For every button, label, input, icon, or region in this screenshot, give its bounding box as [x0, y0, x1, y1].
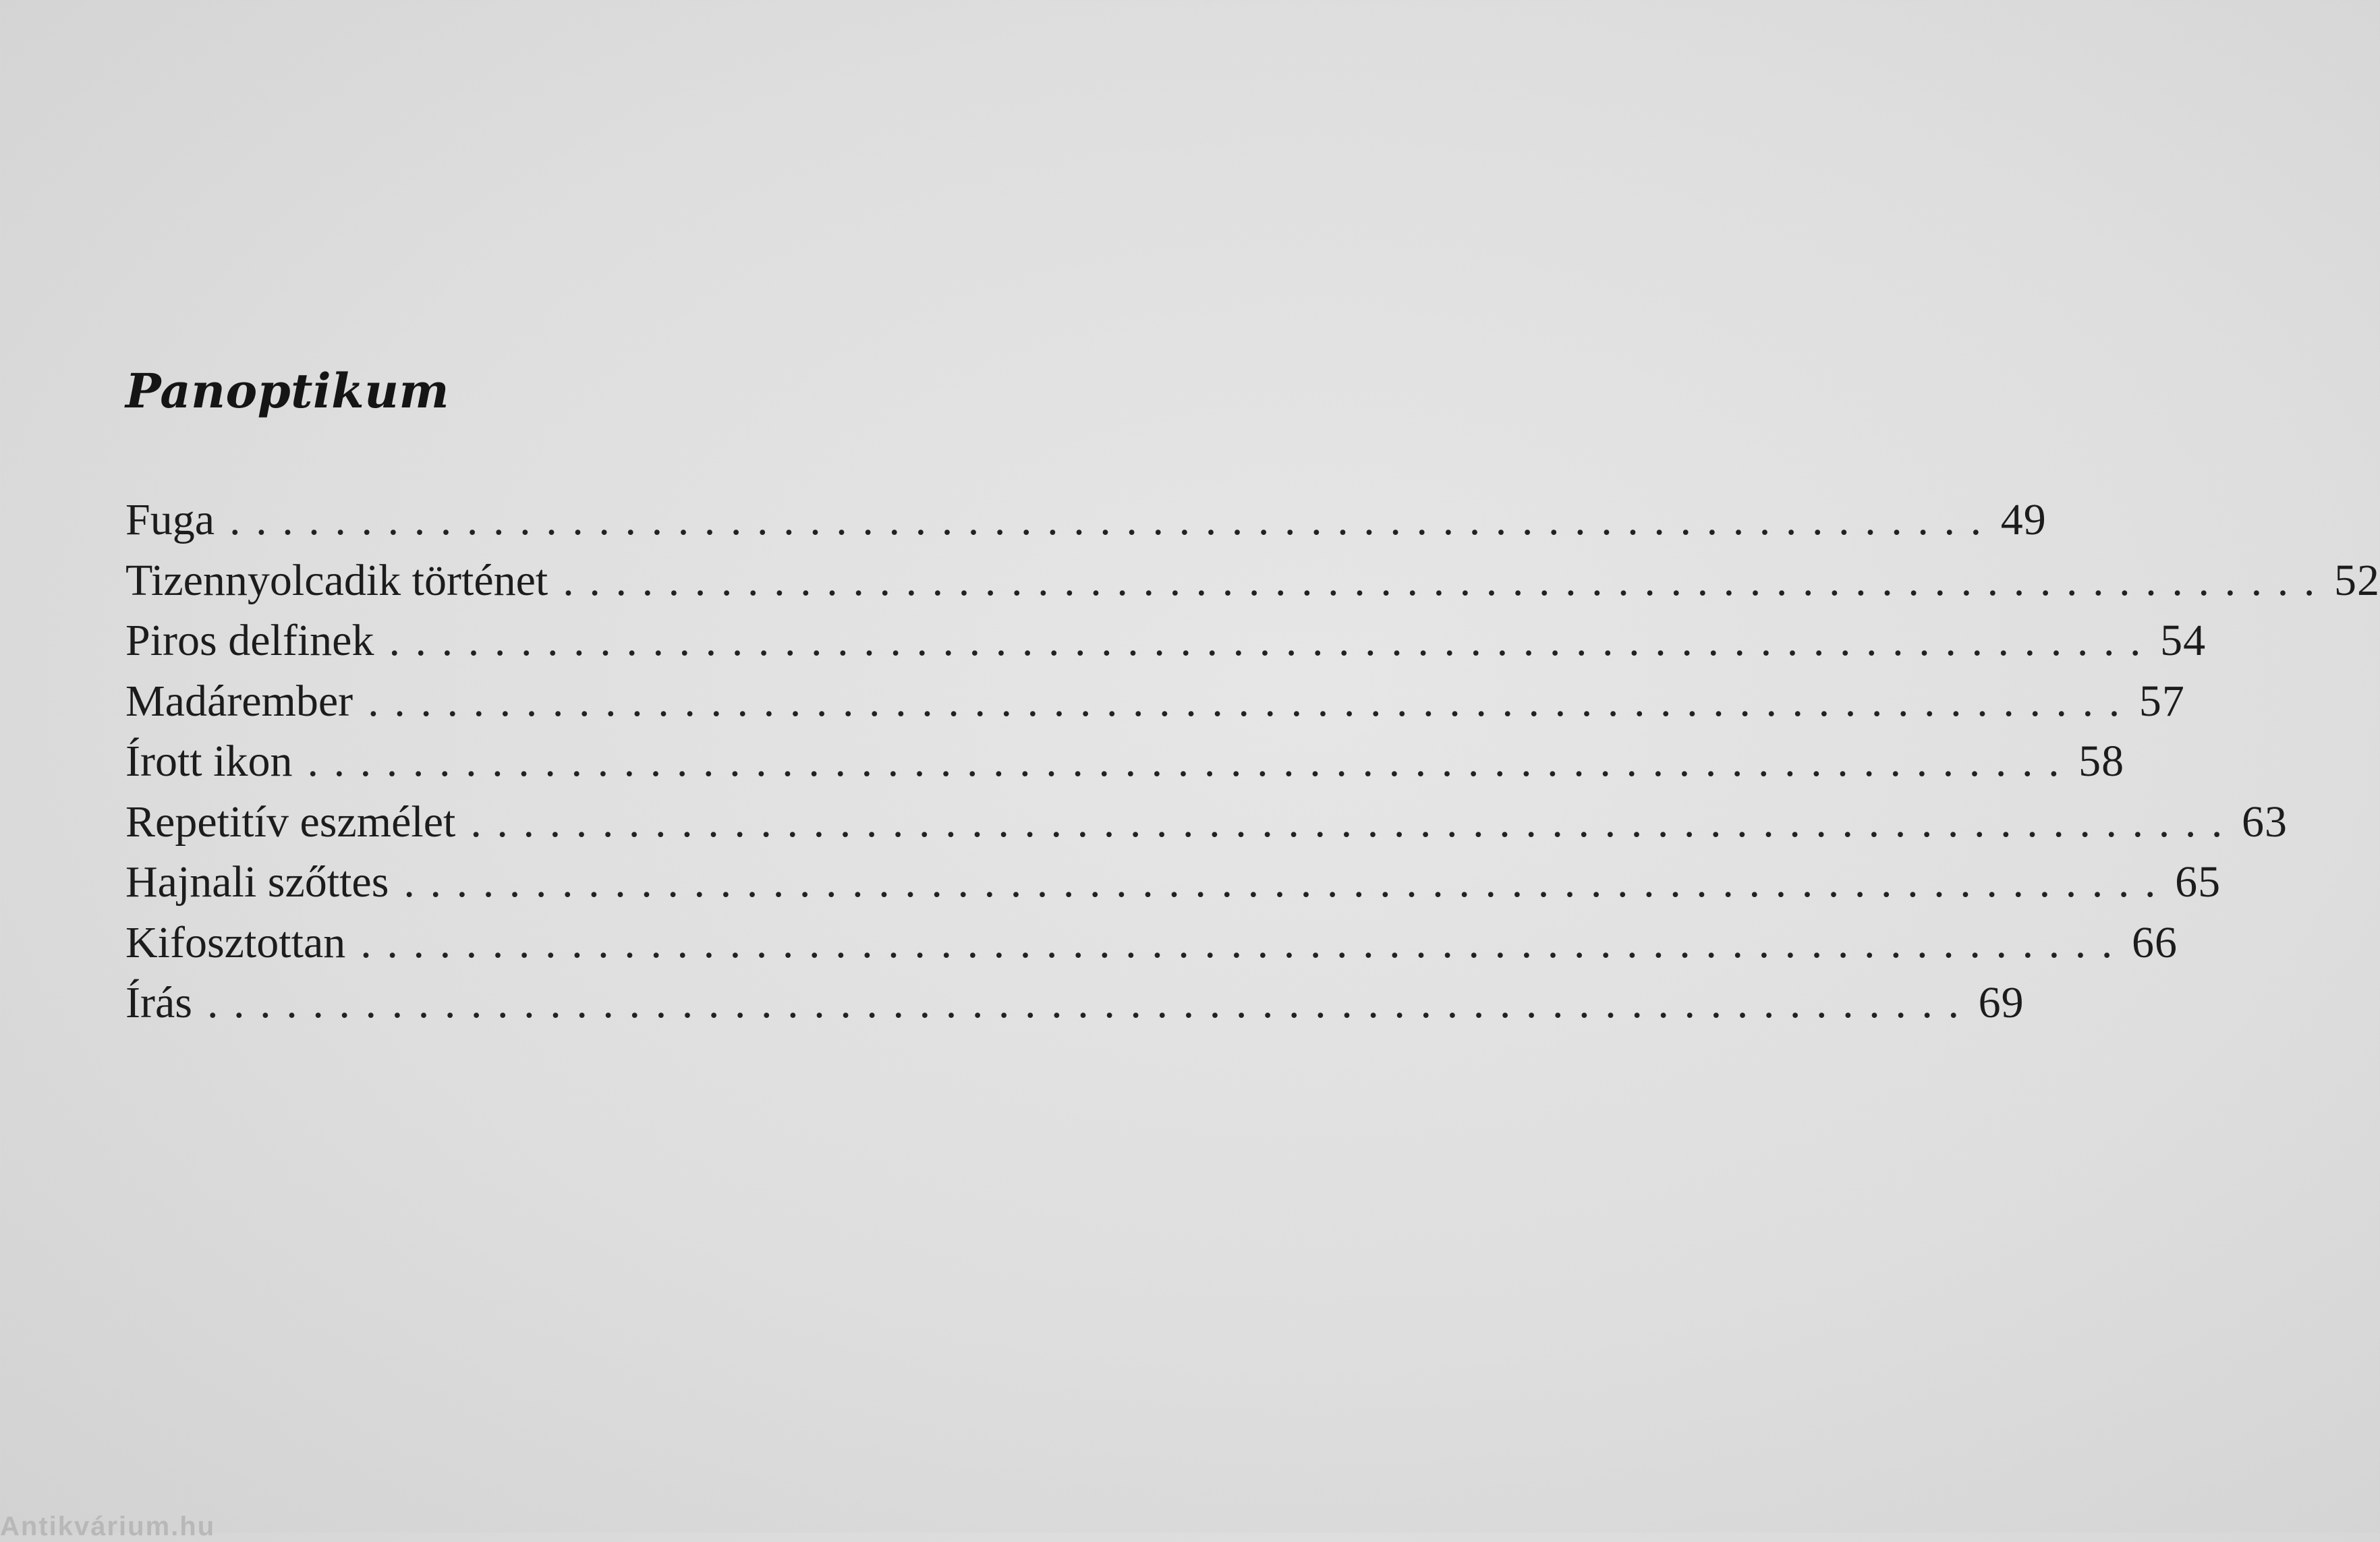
- toc-entry-page: 65: [2175, 857, 2221, 907]
- toc-entry-page: 52: [2333, 555, 2380, 605]
- dot-leader: ...................................................................: [403, 857, 2172, 907]
- toc-entry-page: 63: [2242, 797, 2288, 847]
- toc-entry-title: Kifosztottan: [125, 917, 346, 967]
- toc-entry-page: 58: [2078, 737, 2125, 786]
- dot-leader: ...................................................................: [307, 737, 2075, 786]
- toc-entry-title: Fuga: [125, 495, 215, 544]
- toc-entry: [125, 917, 2178, 981]
- section-title: Panoptikum: [125, 363, 450, 419]
- toc-entry-page: 69: [1978, 978, 2024, 1027]
- dot-leader: ...................................................................: [389, 616, 2157, 665]
- toc-entry: [125, 616, 2207, 679]
- toc-entry: [125, 797, 2288, 861]
- toc-entry-title: Írás: [125, 978, 192, 1027]
- toc-entry: [125, 978, 2024, 1041]
- toc-entry-title: Repetitív eszmélet: [125, 797, 456, 847]
- toc-entry-title: Madárember: [125, 676, 353, 726]
- toc-entry: [125, 676, 2185, 740]
- toc-entry-page: 57: [2138, 676, 2185, 726]
- toc-entry: [125, 495, 2047, 559]
- toc-entry-page: 66: [2131, 917, 2178, 967]
- dot-leader: ...................................................................: [563, 555, 2330, 605]
- toc-entry-title: Írott ikon: [125, 737, 293, 786]
- toc-entry-title: Piros delfinek: [125, 616, 374, 665]
- toc-entry: [125, 555, 2380, 619]
- dot-leader: ...................................................................: [360, 917, 2128, 967]
- toc-entry: [125, 857, 2221, 921]
- watermark: Antikvárium.hu: [0, 1512, 216, 1541]
- toc-entry-page: 54: [2160, 616, 2207, 665]
- dot-leader: ...................................................................: [368, 676, 2135, 726]
- dot-leader: ...................................................................: [470, 797, 2238, 847]
- toc-entry: [125, 737, 2125, 800]
- toc-entry-page: 49: [2000, 495, 2047, 544]
- toc-entry-title: Hajnali szőttes: [125, 857, 389, 907]
- dot-leader: ...................................................................: [206, 978, 1975, 1027]
- toc-entry-title: Tizennyolcadik történet: [125, 555, 548, 605]
- dot-leader: ...................................................................: [229, 495, 1997, 544]
- table-of-contents: [125, 495, 2380, 1041]
